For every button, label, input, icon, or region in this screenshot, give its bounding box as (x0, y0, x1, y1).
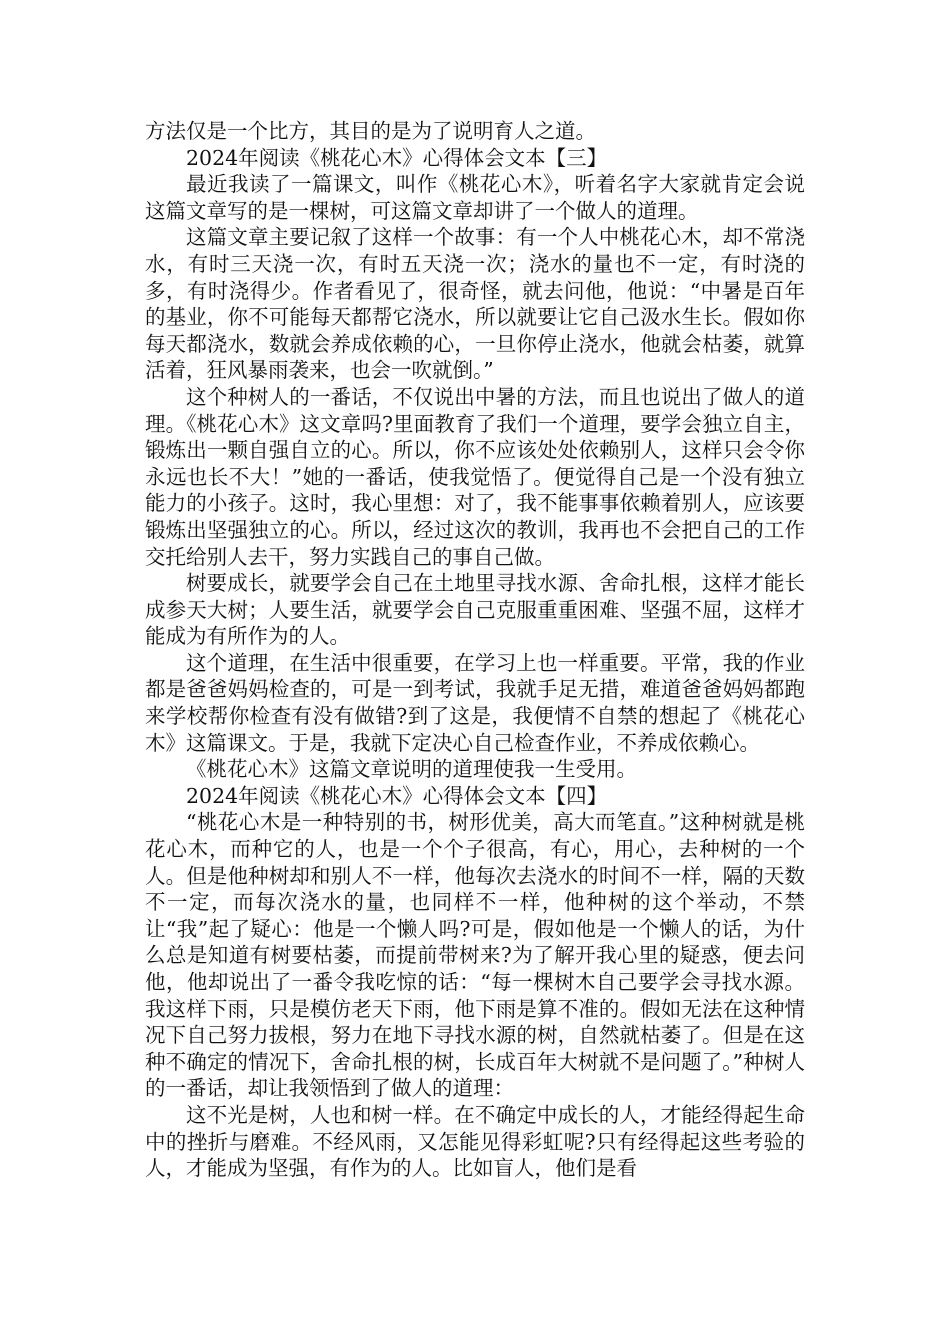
paragraph: 最近我读了一篇课文，叫作《桃花心木》，听着名字大家就肯定会说这篇文章写的是一棵树，可这篇文章却讲了一个做人的道理。 (145, 172, 805, 223)
paragraph: 这篇文章主要记叙了这样一个故事：有一个人中桃花心木，却不常浇水，有时三天浇一次，有时五天浇一次；浇水的量也不一定，有时浇的多，有时浇得少。作者看见了，很奇怪，就去问他，他说：“中暑是百年的基业，你不可能每天都帮它浇水，所以就要让它自己汲水生长。假如你每天都浇水，数就会养成依赖的心，一旦你停止浇水，他就会枯萎，就算活着，狂风暴雨袭来，也会一吹就倒。” (145, 225, 805, 383)
paragraph: 《桃花心木》这篇文章说明的道理使我一生受用。 (186, 757, 637, 782)
paragraph: “桃花心木是一种特别的书，树形优美，高大而笔直。”这种树就是桃花心木，而种它的人，也是一个个子很高，有心，用心，去种树的一个人。但是他种树却和别人不一样，他每次去浇水的时间不一样，隔的天数不一定，而每次浇水的量，也同样不一样，他种树的这个举动，不禁让“我”起了疑心：他是一个懒人吗?可是，假如他是一个懒人的话，为什么总是知道有树要枯萎，而提前带树来?为了解开我心里的疑惑，便去问他，他却说出了一番令我吃惊的话：“每一棵树木自己要学会寻找水源。我这样下雨，只是模仿老天下雨，他下雨是算不准的。假如无法在这种情况下自己努力拔根，努力在地下寻找水源的树，自然就枯萎了。但是在这种不确定的情况下，舍命扎根的树，长成百年大树就不是问题了。”种树人的一番话，却让我领悟到了做人的道理： (145, 810, 805, 1101)
section-heading-three: 2024年阅读《桃花心木》心得体会文本【三】 (186, 145, 608, 170)
paragraph: 这个种树人的一番话，不仅说出中暑的方法，而且也说出了做人的道理。《桃花心木》这文章吗?里面教育了我们一个道理，要学会独立自主，锻炼出一颗自强自立的心。所以，你不应该处处依赖别人，这样只会令你永远也长不大！”她的一番话，使我觉悟了。便觉得自己是一个没有独立能力的小孩子。这时，我心里想：对了，我不能事事依赖着别人，应该要锻炼出坚强独立的心。所以，经过这次的教训，我再也不会把自己的工作交托给别人去干，努力实践自己的事自己做。 (145, 384, 805, 569)
paragraph-continuation: 方法仅是一个比方，其目的是为了说明育人之道。 (145, 119, 596, 143)
paragraph: 这不光是树，人也和树一样。在不确定中成长的人，才能经得起生命中的挫折与磨难。不经风雨，又怎能见得彩虹呢?只有经得起这些考验的人，才能成为坚强，有作为的人。比如盲人，他们是看 (145, 1102, 805, 1181)
paragraph: 这个道理，在生活中很重要，在学习上也一样重要。平常，我的作业都是爸爸妈妈检查的，可是一到考试，我就手足无措，难道爸爸妈妈都跑来学校帮你检查有没有做错?到了这是，我便情不自禁的想起了《桃花心木》这篇课文。于是，我就下定决心自己检查作业，不养成依赖心。 (145, 650, 805, 755)
paragraph: 树要成长，就要学会自己在土地里寻找水源、舍命扎根，这样才能长成参天大树；人要生活，就要学会自己克服重重困难、坚强不屈，这样才能成为有所作为的人。 (145, 571, 805, 649)
document-body (145, 118, 805, 1182)
section-heading-four: 2024年阅读《桃花心木》心得体会文本【四】 (186, 783, 608, 808)
